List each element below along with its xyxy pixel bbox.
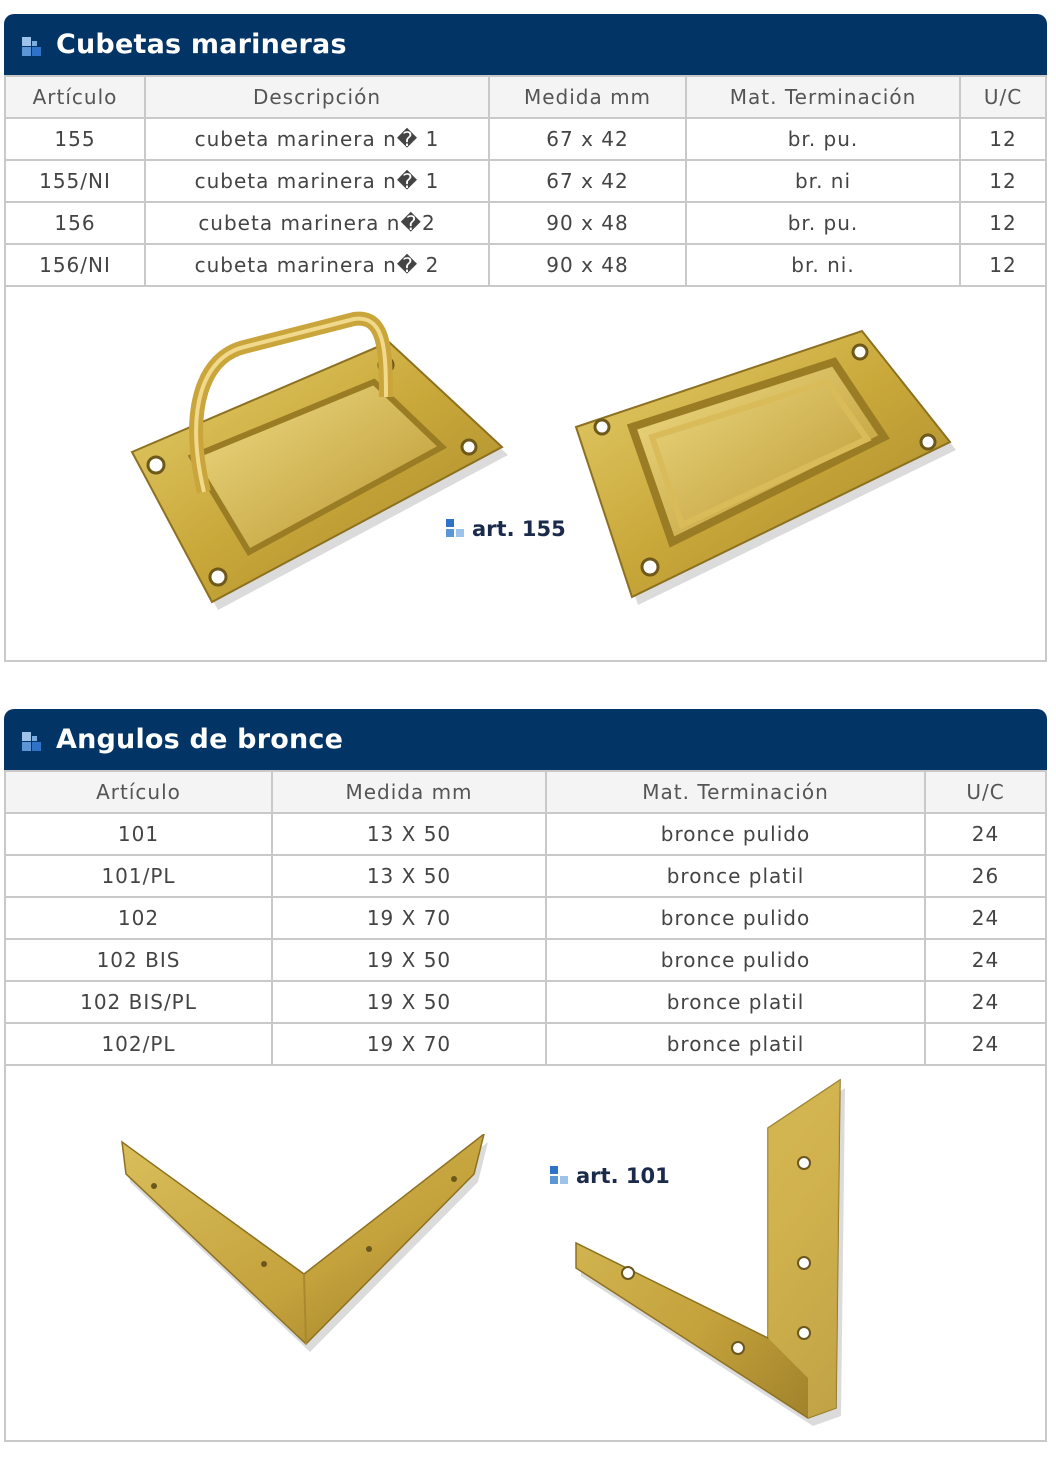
table-row (5, 981, 1046, 1023)
table-row (5, 1023, 1046, 1065)
cell-uc: 24 (925, 981, 1046, 1023)
cell-medida: 13 X 50 (272, 813, 546, 855)
column-header: Descripción (145, 76, 489, 118)
cell-terminacion: bronce platil (546, 1023, 925, 1065)
section-header (4, 709, 1047, 770)
column-header: U/C (960, 76, 1046, 118)
cell-articulo: 155/NI (5, 160, 145, 202)
cell-uc: 24 (925, 897, 1046, 939)
table-row (5, 160, 1046, 202)
cell-terminacion: bronce pulido (546, 939, 925, 981)
cell-medida: 13 X 50 (272, 855, 546, 897)
product-image-area (4, 287, 1047, 662)
cell-uc: 12 (960, 202, 1046, 244)
cell-uc: 24 (925, 939, 1046, 981)
cell-medida: 90 x 48 (489, 244, 686, 286)
table-header-row (5, 76, 1046, 118)
squares-logo-icon (446, 519, 466, 539)
cell-terminacion: bronce platil (546, 981, 925, 1023)
cell-medida: 90 x 48 (489, 202, 686, 244)
cell-terminacion: bronce platil (546, 855, 925, 897)
product-table (4, 75, 1047, 287)
section-title: Cubetas marineras (56, 29, 347, 60)
cell-medida: 67 x 42 (489, 118, 686, 160)
cell-articulo: 101/PL (5, 855, 272, 897)
cell-uc: 24 (925, 813, 1046, 855)
cell-uc: 12 (960, 118, 1046, 160)
column-header: U/C (925, 771, 1046, 813)
cell-articulo: 156/NI (5, 244, 145, 286)
cell-terminacion: bronce pulido (546, 813, 925, 855)
cell-terminacion: br. ni. (686, 244, 960, 286)
cell-descripcion: cubeta marinera n� 1 (145, 160, 489, 202)
angle-bracket-l-image (568, 1078, 858, 1428)
column-header: Artículo (5, 771, 272, 813)
section-angulos-de-bronce (4, 709, 1047, 1442)
cell-medida: 67 x 42 (489, 160, 686, 202)
cell-medida: 19 X 50 (272, 981, 546, 1023)
column-header: Medida mm (489, 76, 686, 118)
angle-bracket-v-image (114, 1134, 504, 1354)
cell-articulo: 102 (5, 897, 272, 939)
section-cubetas-marineras (4, 14, 1047, 662)
cell-articulo: 102/PL (5, 1023, 272, 1065)
table-row (5, 939, 1046, 981)
image-caption-text: art. 101 (576, 1164, 670, 1188)
cell-articulo: 102 BIS/PL (5, 981, 272, 1023)
table-row (5, 855, 1046, 897)
table-row (5, 813, 1046, 855)
table-row (5, 202, 1046, 244)
cell-articulo: 155 (5, 118, 145, 160)
cubeta-handle-folded-image (572, 327, 962, 617)
image-caption (550, 1164, 670, 1188)
product-table (4, 770, 1047, 1066)
cell-descripcion: cubeta marinera n� 1 (145, 118, 489, 160)
cell-uc: 12 (960, 160, 1046, 202)
squares-logo-icon (22, 33, 46, 57)
cell-terminacion: br. pu. (686, 202, 960, 244)
column-header: Medida mm (272, 771, 546, 813)
cell-uc: 26 (925, 855, 1046, 897)
image-caption (446, 517, 566, 541)
table-row (5, 897, 1046, 939)
cell-terminacion: br. ni (686, 160, 960, 202)
cell-terminacion: br. pu. (686, 118, 960, 160)
cell-uc: 12 (960, 244, 1046, 286)
cell-articulo: 102 BIS (5, 939, 272, 981)
cell-medida: 19 X 70 (272, 897, 546, 939)
table-header-row (5, 771, 1046, 813)
cell-articulo: 101 (5, 813, 272, 855)
cell-descripcion: cubeta marinera n� 2 (145, 244, 489, 286)
table-row (5, 244, 1046, 286)
cell-uc: 24 (925, 1023, 1046, 1065)
image-caption-text: art. 155 (472, 517, 566, 541)
cubeta-handle-raised-image (124, 307, 524, 627)
column-header: Mat. Terminación (546, 771, 925, 813)
cell-medida: 19 X 50 (272, 939, 546, 981)
column-header: Mat. Terminación (686, 76, 960, 118)
column-header: Artículo (5, 76, 145, 118)
squares-logo-icon (550, 1166, 570, 1186)
cell-articulo: 156 (5, 202, 145, 244)
cell-terminacion: bronce pulido (546, 897, 925, 939)
cell-descripcion: cubeta marinera n�2 (145, 202, 489, 244)
table-row (5, 118, 1046, 160)
section-header (4, 14, 1047, 75)
squares-logo-icon (22, 728, 46, 752)
cell-medida: 19 X 70 (272, 1023, 546, 1065)
section-title: Angulos de bronce (56, 724, 344, 755)
product-image-area (4, 1066, 1047, 1442)
